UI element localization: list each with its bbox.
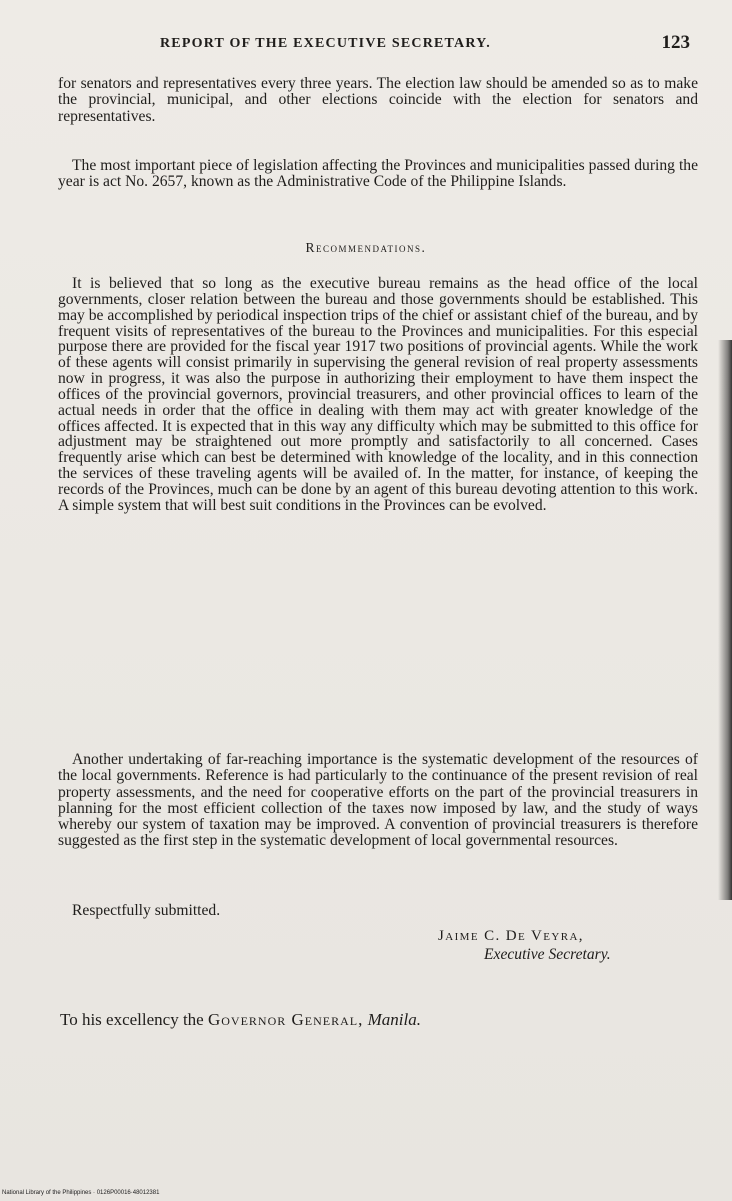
signatory-title: Executive Secretary. [484,946,611,963]
running-head: REPORT OF THE EXECUTIVE SECRETARY. [160,36,491,51]
closing-line: Respectfully submitted. [72,902,221,919]
paragraph-election-law: for senators and representatives every three years. The election law should be amended so as to make the provincial, municipal, and other elections coincide with the election for senators and representatives. [58,75,698,125]
signatory-name: Jaime C. De Veyra, [438,928,584,944]
addressee-prefix: To his excellency the [60,1010,208,1029]
page-edge-shadow [718,340,732,900]
scan-footer: National Library of the Philippines · 0126P00016·48012381 [2,1190,160,1196]
section-heading-recommendations: Recommendations. [305,240,427,255]
signature-block [438,928,708,964]
addressee-office: Governor General, [207,1010,364,1029]
addressee-place: Manila. [367,1010,421,1029]
paragraph-bureau-relations: It is believed that so long as the executive bureau remains as the head office of the local governments, closer relation between the bureau and those governments should be established. This may be accomplished by periodical inspection trips of the chief or assistant chief of the bureau, and by frequent visits of representatives of the bureau to the Provinces and municipalities. For this especial purpose there are provided for the fiscal year 1917 two positions of provincial agents. While the work of these agents will consist primarily in supervising the general revision of real property assessments now in progress, it was also the purpose in authorizing their employment to have them inspect the offices of the provincial governors, provincial treasurers, and other provincial offices to learn of the actual needs in order that the office in dealing with them may act with greater knowledge of the offices affected. It is expected that in this way any difficulty which may be submitted to this office for adjustment may be straightened out more promptly and satisfactorily to all concerned. Cases frequently arise which can best be determined with knowledge of the locality, and in this connection the services of these traveling agents will be availed of. In the matter, for instance, of keeping the records of the Provinces, much can be done by an agent of this bureau devoting attention to this work. A simple system that will best suit conditions in the Provinces can be evolved. [58,275,699,514]
page-header [160,32,690,60]
paragraph-resources: Another undertaking of far-reaching importance is the systematic development of the resources of the local governments. Reference is had particularly to the continuance of the present revision of real property assessments, and the need for cooperative efforts on the part of the provincial treasurers in planning for the most efficient collection of the taxes now imposed by law, and the study of ways whereby our system of taxation may be improved. A convention of provincial treasurers is therefore suggested as the first step in the systematic development of local governmental resources. [58,751,698,850]
addressee-line [60,1010,421,1030]
paragraph-legislation: The most important piece of legislation affecting the Provinces and municipalities passed during the year is act No. 2657, known as the Administrative Code of the Philippine Islands. [58,157,698,191]
page-number: 123 [661,32,690,53]
